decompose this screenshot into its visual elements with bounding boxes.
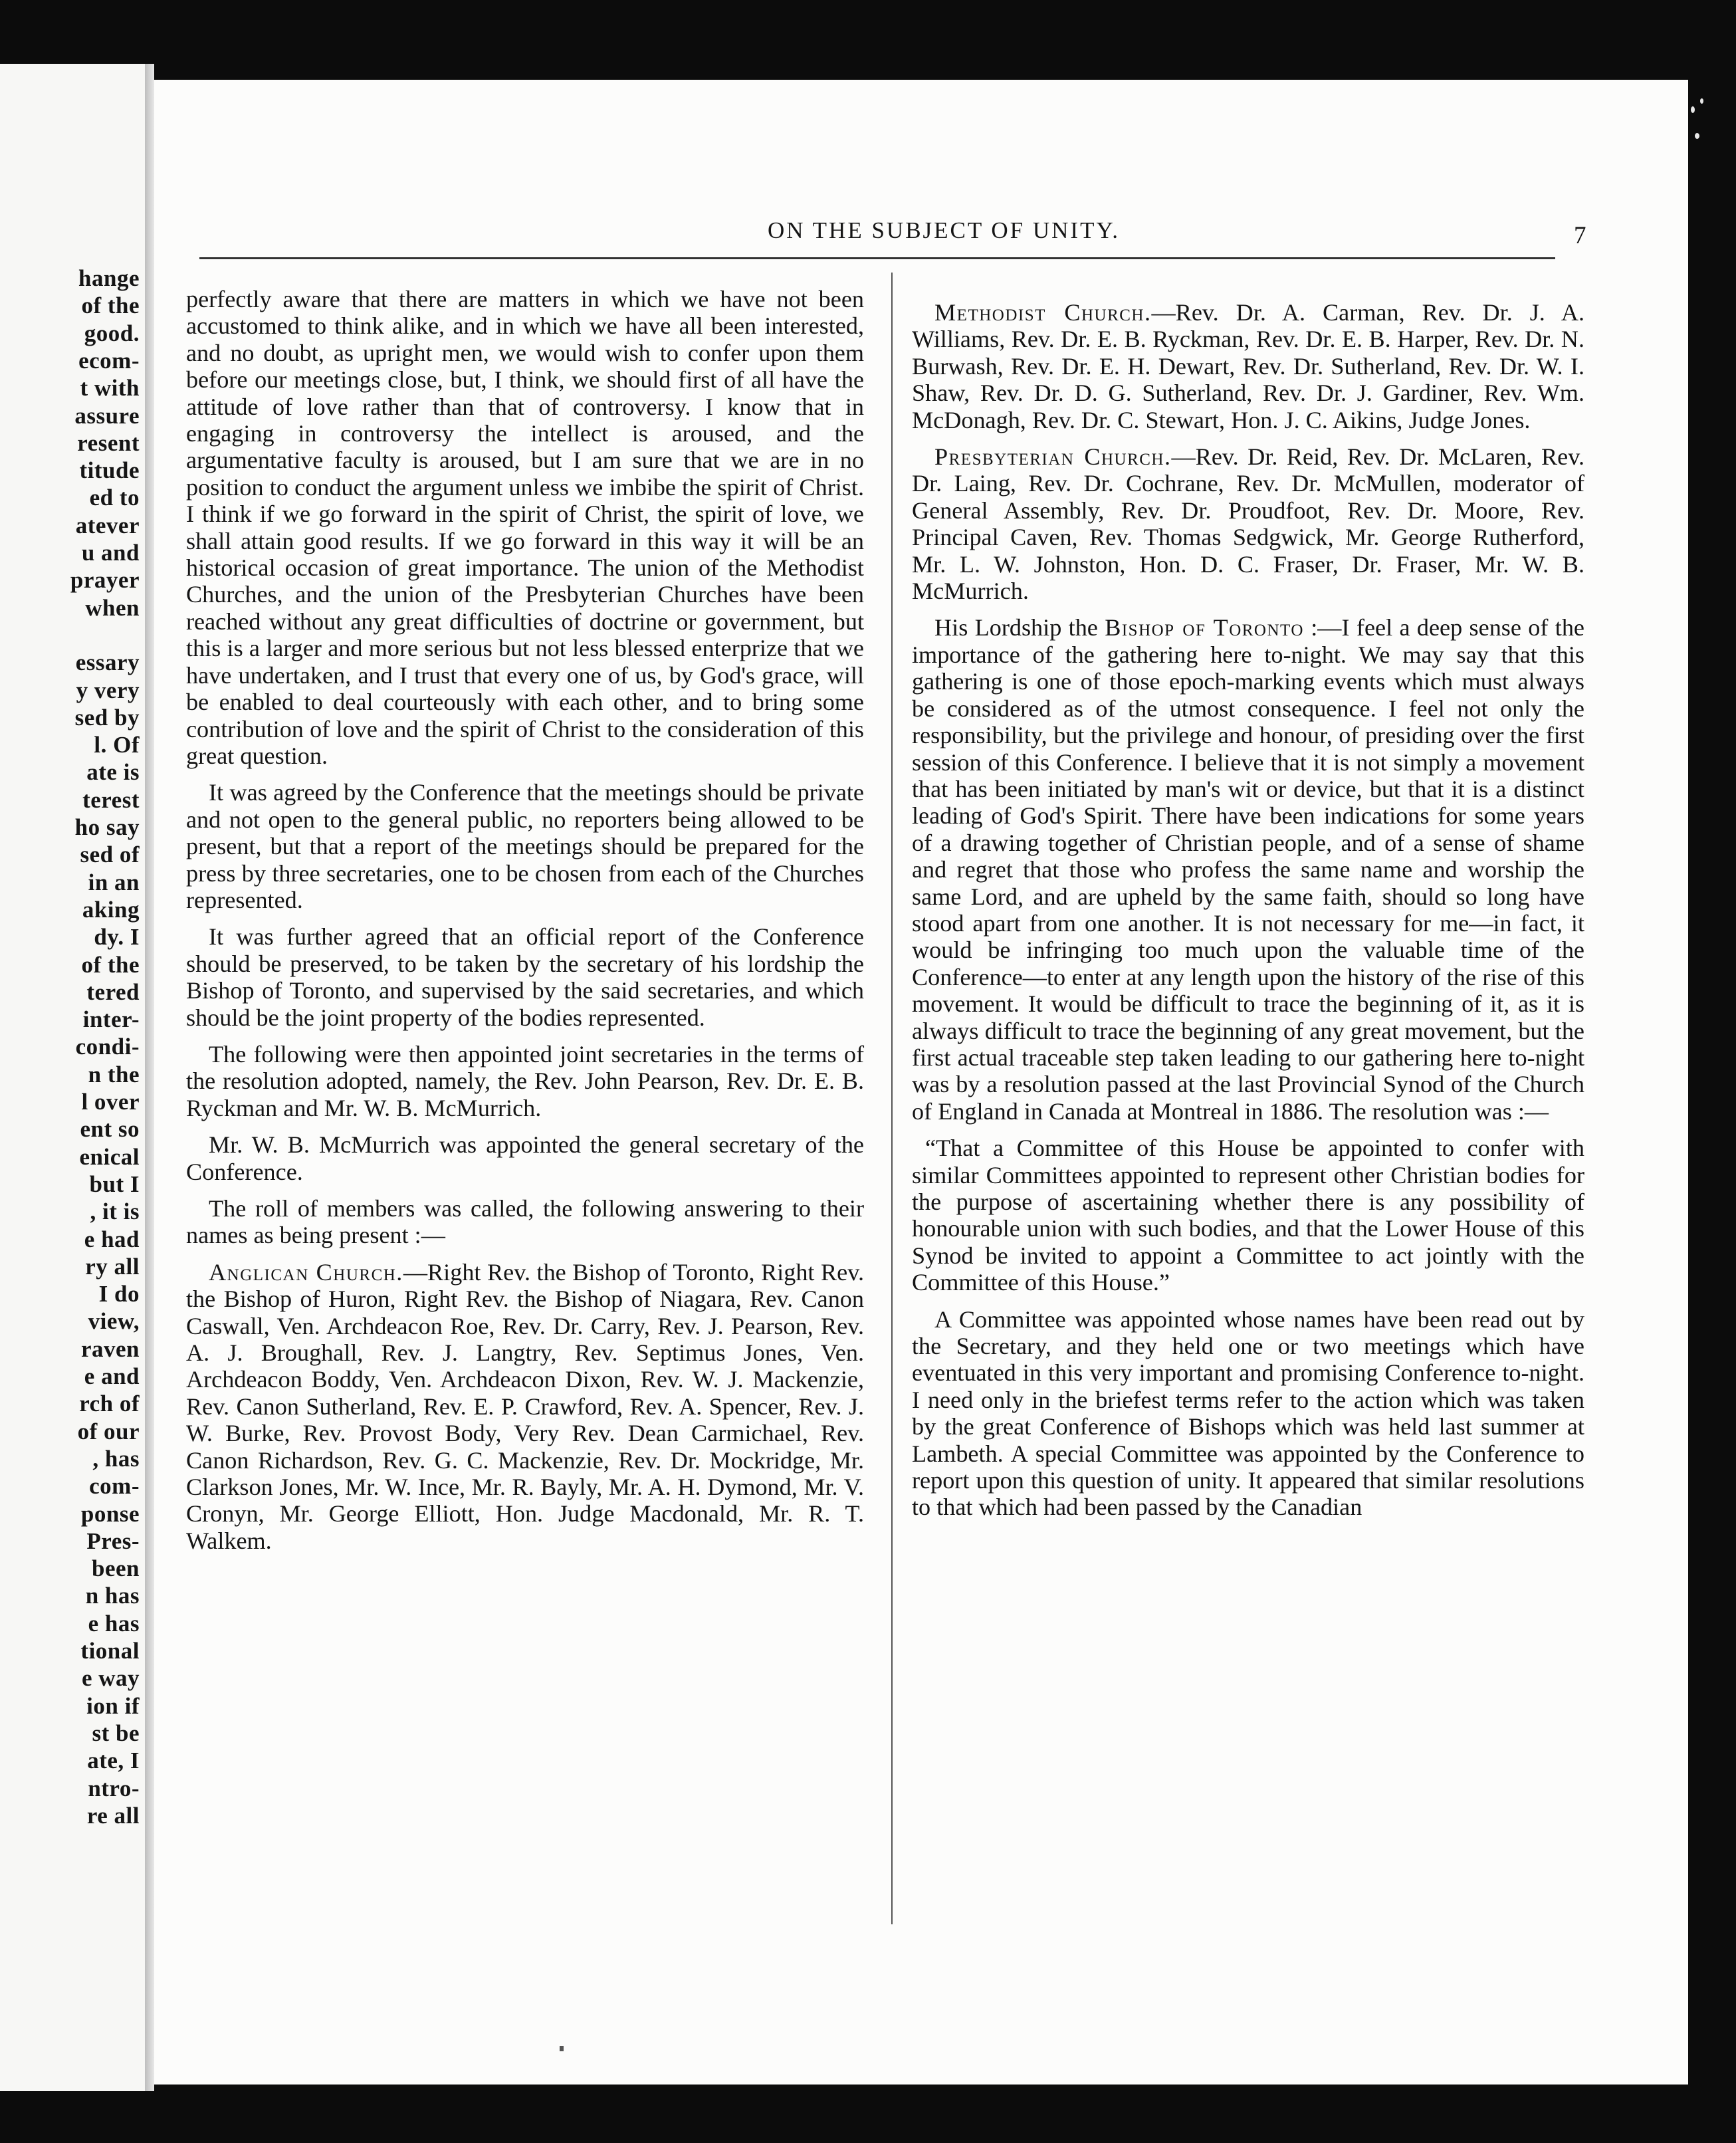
member-list-presbyterian: [912, 443, 1584, 604]
facing-page-text: atever: [75, 512, 140, 538]
facing-page-text: e way: [81, 1665, 140, 1692]
page-number: 7: [1574, 222, 1586, 249]
facing-page-text: l over: [81, 1089, 140, 1115]
church-heading: Anglican Church.: [209, 1258, 403, 1286]
paragraph: It was further agreed that an official report of the Conference should be preserved, to be taken by the secretary of his lordship the Bishop of Toronto, and supervised by the said secretaries, and which should be the joint property of the bodies represented.: [186, 923, 864, 1031]
facing-page-text: , it is: [90, 1198, 140, 1225]
paragraph: Mr. W. B. McMurrich was appointed the general secretary of the Conference.: [186, 1131, 864, 1185]
facing-page-text: but I: [89, 1171, 140, 1197]
facing-page-text: ponse: [80, 1500, 140, 1527]
facing-page-text: of the: [81, 292, 140, 319]
facing-page-text: tered: [86, 978, 140, 1005]
facing-page-text: ent so: [80, 1116, 140, 1143]
facing-page-text: st be: [92, 1720, 140, 1746]
paragraph: perfectly aware that there are matters in which we have not been accustomed to think alike, and in which we have all been interested, and no doubt, as upright men, we would wish to confer upon them before our meetings close, but, I think, we should first of all have the attitude of love rather than that of controversy. I know that in engaging in controversy the intellect is aroused, and the argumentative faculty is aroused, but I am sure that we are in no position to conduct the argument unless we imbibe the spirit of Christ. I think if we go forward in the spirit of Christ, the spirit of love, we shall attain good results. If we go forward in this way it will be an historical occasion of great importance. The union of the Methodist Churches, and the union of the Presbyterian Churches have been reached without any great difficulties of doctrine or government, but this is a larger and more serious but not less blessed enterprize that we have undertaken, and I trust that every one of us, by God's grace, will be enabled to deal courteously with each other, and to bring some contribution of love and the spirit of Christ to the consideration of this great question.: [186, 286, 864, 769]
print-mark: [560, 2046, 564, 2051]
facing-page-text: ntro-: [88, 1775, 140, 1801]
facing-page-text: ate is: [86, 759, 140, 786]
facing-page-text: y very: [76, 677, 140, 703]
paragraph: It was agreed by the Conference that the meetings should be private and not open to the general public, no reporters being allowed to be present, but that a report of the meetings should be prepared for the press by three secretaries, one to be chosen from each of the Churches represented.: [186, 779, 864, 913]
right-column: [912, 299, 1584, 1531]
facing-page-text: sed by: [74, 704, 140, 731]
facing-page-text: aking: [82, 896, 140, 923]
edge-specks: [1688, 93, 1715, 173]
paragraph: A Committee was appointed whose names have been read out by the Secretary, and they held one or two meetings which have eventuated in this very important and promising Conference to-night. I need only in the briefest terms refer to the action which was taken by the great Conference of Bishops which was held last summer at Lambeth. A special Committee was appointed by the Conference to report upon this question of unity. It appeared that similar resolutions to that which had been passed by the Canadian: [912, 1305, 1584, 1521]
facing-page-text: resent: [77, 429, 140, 456]
facing-page-text: ecom-: [78, 347, 140, 374]
left-column: [186, 286, 864, 1564]
member-names: —Rev. Dr. Reid, Rev. Dr. McLaren, Rev. Dr. Laing, Rev. Dr. Cochrane, Rev. Dr. McMullen, moderator of General Assembly, Rev. Dr. Proudfoot, Rev. Dr. Moore, Rev. Principal Caven, Rev. Thomas Sedgwick, Mr. George Rutherford, Mr. L. W. Johnston, Hon. D. C. Fraser, Dr. Fraser, Mr. W. B. McMurrich.: [912, 443, 1585, 605]
facing-page-text: n has: [85, 1583, 140, 1609]
member-list-methodist: [912, 299, 1584, 433]
speech-bishop: [912, 614, 1584, 1125]
facing-page-text: l. Of: [94, 732, 140, 758]
facing-page-text: ate, I: [87, 1748, 140, 1774]
facing-page-text: essary: [75, 649, 140, 676]
facing-page-text: rch of: [79, 1391, 140, 1417]
facing-page-text: titude: [79, 457, 140, 484]
facing-page-text: Pres-: [86, 1527, 140, 1554]
member-names: —Right Rev. the Bishop of Toronto, Right Rev. the Bishop of Huron, Right Rev. the Bishop of Niagara, Rev. Canon Caswall, Ven. Archdeacon Roe, Rev. Dr. Carry, Rev. J. Pearson, Rev. A. J. Broughall, Rev. J. Langtry, Rev. Septimus Jones, Ven. Archdeacon Boddy, Ven. Archdeacon Dixon, Rev. W. J. Mackenzie, Rev. Canon Sutherland, Rev. E. P. Crawford, Rev. A. Spencer, Rev. J. W. Burke, Rev. Provost Body, Very Rev. Dean Carmichael, Rev. Canon Richardson, Rev. G. C. Mackenzie, Rev. Dr. Mockridge, Mr. Clarkson Jones, Mr. W. Ince, Mr. R. Bayly, Mr. A. H. Dymond, Mr. V. Cronyn, Mr. George Elliott, Hon. Judge Macdonald, Mr. R. T. Walkem.: [186, 1258, 864, 1554]
speech-text: :—I feel a deep sense of the importance of the gathering here to-night. We may say that this gathering is one of those epoch-marking events which must always be considered as of the utmost consequence. I feel not only the responsibility, but the privilege and honour, of presiding over the first session of this Conference. I believe that it is not simply a movement that has been initiated by man's wit or device, but that it is a distinct leading of God's Spirit. There have been indications for some years of a drawing together of Christian people, and of a sense of shame and regret that those who profess the same name and worship the same Lord, and are upheld by the same faith, should so long have stood apart from one another. It is not necessary for me—in fact, it would be infringing too much upon the valuable time of the Conference—to enter at any length upon the history of the rise of this movement. It would be difficult to trace the beginning of it, as it is always difficult to trace the beginning of any great movement, but the first actual traceable step taken leading to our gathering here to-night was by a resolution passed at the last Provincial Synod of the Church of England in Canada at Montreal in 1886. The resolution was :—: [912, 614, 1584, 1125]
facing-page-text: hange: [78, 265, 140, 291]
facing-page-text: tional: [80, 1638, 140, 1664]
speaker-lead: His Lordship the: [934, 614, 1105, 641]
facing-page-text: been: [92, 1555, 140, 1582]
facing-page-text: t with: [80, 375, 140, 401]
facing-page-text: n the: [88, 1061, 140, 1087]
facing-page-text: u and: [81, 540, 140, 566]
facing-page-text: raven: [80, 1335, 140, 1362]
facing-page-fragment: [0, 64, 145, 2091]
facing-page-text: enical: [79, 1143, 140, 1170]
paragraph: The roll of members was called, the following answering to their names as being present :—: [186, 1195, 864, 1249]
facing-page-text: e and: [84, 1363, 140, 1389]
facing-page-text: terest: [82, 786, 140, 813]
facing-page-text: assure: [74, 402, 140, 429]
speaker-title: Bishop of Toronto: [1105, 614, 1304, 641]
facing-page-text: ed to: [89, 485, 140, 511]
facing-page-text: , has: [92, 1445, 140, 1472]
facing-page-text: view,: [88, 1308, 140, 1335]
facing-page-text: in an: [88, 869, 140, 895]
member-list-anglican: [186, 1259, 864, 1554]
facing-page-text: dy. I: [94, 924, 140, 951]
header-rule: [199, 257, 1555, 259]
facing-page-text: com-: [89, 1473, 140, 1500]
facing-page-text: good.: [84, 320, 140, 346]
facing-page-text: ion if: [86, 1692, 140, 1719]
facing-page-text: of the: [81, 951, 140, 978]
member-names: —Rev. Dr. A. Carman, Rev. Dr. J. A. Williams, Rev. Dr. E. B. Ryckman, Rev. Dr. E. B. Harper, Rev. Dr. N. Burwash, Rev. Dr. E. H. Dewart, Rev. Dr. Sutherland, Rev. Dr. W. I. Shaw, Rev. Dr. D. G. Sutherland, Rev. Dr. J. Gardiner, Rev. Wm. McDonagh, Rev. Dr. C. Stewart, Hon. J. C. Aikins, Judge Jones.: [912, 299, 1584, 433]
facing-page-text: re all: [86, 1802, 140, 1829]
facing-page-text: e has: [88, 1610, 140, 1636]
facing-page-text: when: [85, 594, 140, 621]
church-heading: Presbyterian Church.: [934, 443, 1172, 471]
facing-page-text: ho say: [74, 814, 140, 840]
facing-page-text: e had: [84, 1226, 140, 1252]
facing-page-text: sed of: [80, 842, 140, 868]
facing-page-text: inter-: [82, 1006, 140, 1033]
church-heading: Methodist Church.: [934, 299, 1152, 326]
running-head: ON THE SUBJECT OF UNITY.: [768, 217, 1120, 243]
page-gutter: [145, 64, 154, 2091]
paragraph: The following were then appointed joint secretaries in the terms of the resolution adopted, namely, the Rev. John Pearson, Rev. Dr. E. B. Ryckman and Mr. W. B. McMurrich.: [186, 1040, 864, 1121]
facing-page-text: ry all: [85, 1253, 140, 1280]
resolution-quote: “That a Committee of this House be appointed to confer with similar Committees appointed to represent other Christian bodies for the purpose of ascertaining whether there is any possibility of honourable union with such bodies, and that the Lower House of this Synod be invited to appoint a Committee to act jointly with the Committee of this House.”: [912, 1135, 1584, 1296]
facing-page-text: of our: [77, 1418, 140, 1444]
facing-page-text: I do: [98, 1281, 140, 1307]
column-divider: [891, 273, 893, 1924]
facing-page-text: prayer: [70, 567, 140, 594]
facing-page-text: condi-: [75, 1034, 140, 1060]
